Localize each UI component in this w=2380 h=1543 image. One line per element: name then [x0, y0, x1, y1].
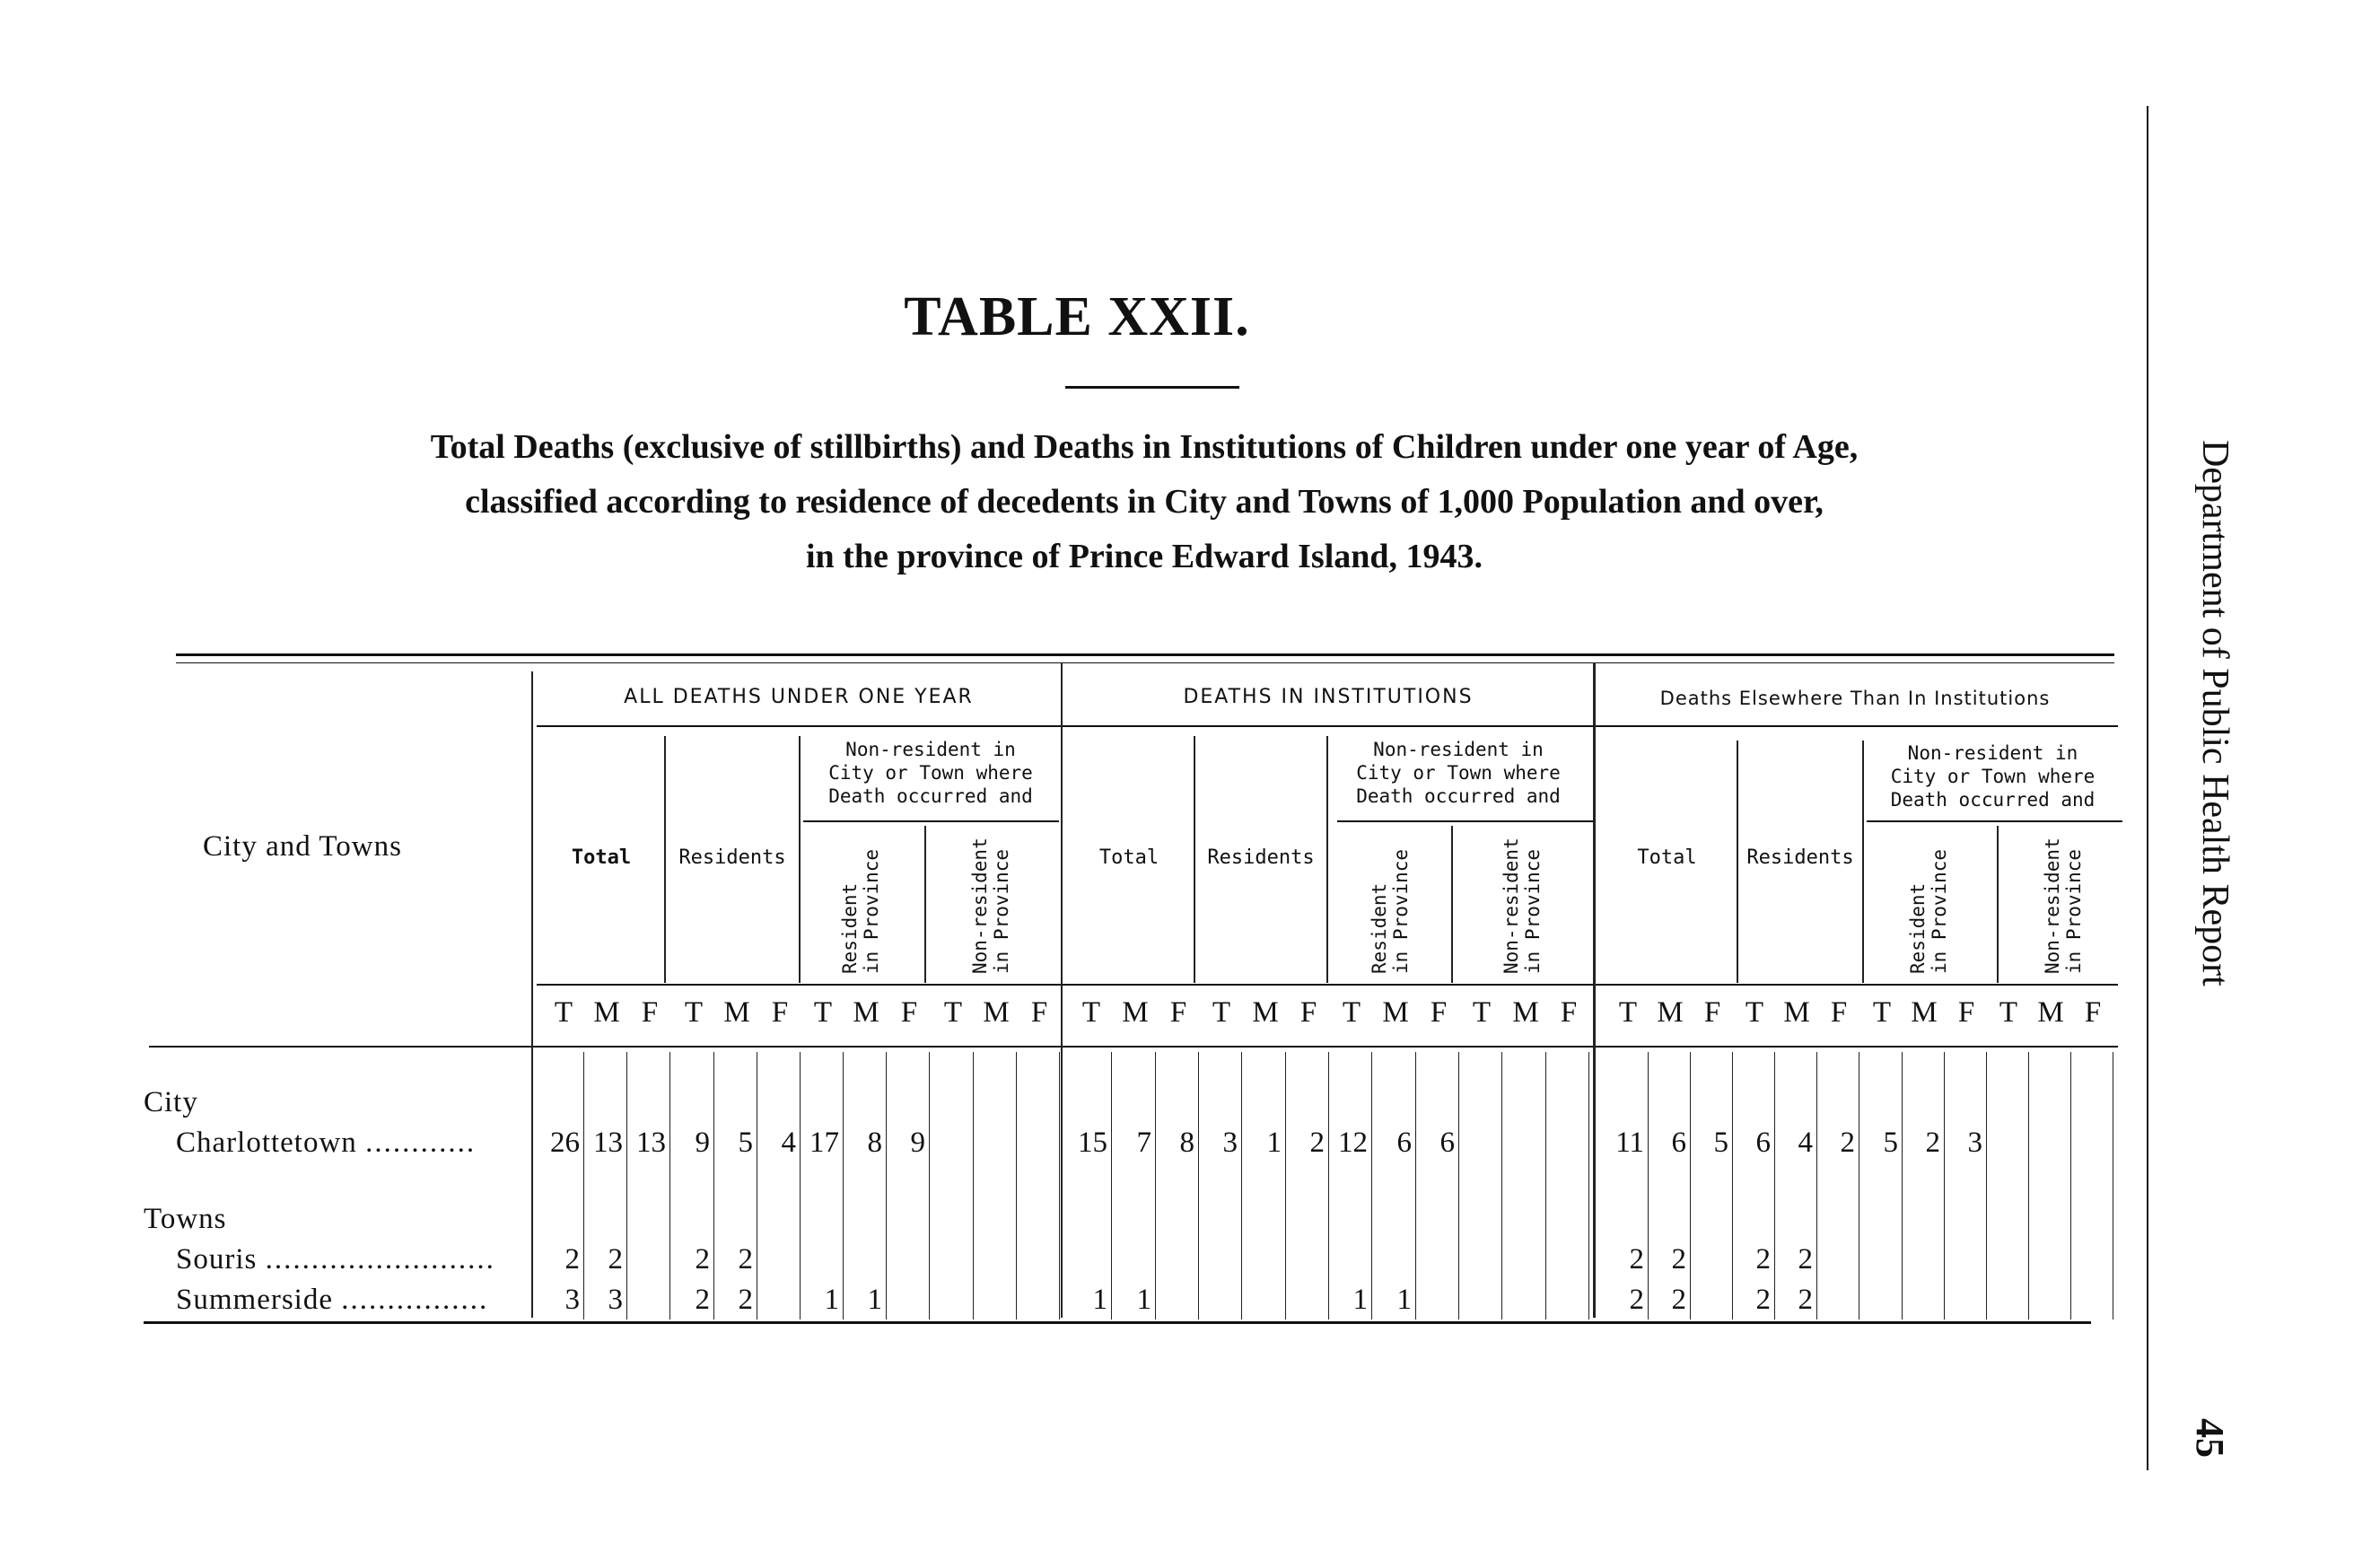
- tmf-label: F: [1703, 996, 1721, 1029]
- place-name: Summerside: [176, 1284, 342, 1316]
- tmf-label: M: [2037, 996, 2064, 1029]
- cell-rule: [1415, 1052, 1416, 1319]
- margin-rule: [2147, 106, 2148, 1470]
- tmf-label: M: [1911, 996, 1938, 1029]
- table-cell: 5: [1883, 1127, 1898, 1159]
- title-rule: [1065, 386, 1239, 389]
- table-cell: 1: [1136, 1284, 1151, 1316]
- cell-rule: [669, 1052, 670, 1319]
- cell-rule: [1774, 1052, 1775, 1319]
- cell-rule: [1059, 1052, 1060, 1319]
- table-cell: 4: [781, 1127, 796, 1159]
- cell-rule: [1648, 1052, 1649, 1319]
- table-cell: 7: [1136, 1127, 1151, 1159]
- tmf-label: F: [1830, 996, 1848, 1029]
- running-head: Department of Public Health Report: [2194, 440, 2236, 986]
- table-cell: 2: [608, 1243, 623, 1276]
- tmf-label: M: [593, 996, 620, 1029]
- table-cell: 1: [867, 1284, 882, 1316]
- table-cell: 4: [1798, 1127, 1813, 1159]
- col-nonresident: Non-resident in City or Town where Death occurred and: [828, 739, 1033, 807]
- cell-rule: [800, 1052, 801, 1319]
- table-cell: 2: [738, 1243, 753, 1276]
- col-resident-in-province: Resident in Province: [1907, 848, 1950, 974]
- table-cell: 2: [1798, 1243, 1813, 1276]
- subtitle-line-3: in the province of Prince Edward Island, 1943.: [805, 538, 1483, 575]
- table-cell: 2: [1755, 1284, 1771, 1316]
- tmf-label: T: [1618, 996, 1638, 1029]
- table-cell: 2: [564, 1243, 580, 1276]
- tmf-label: M: [853, 996, 879, 1029]
- table-cell: 2: [1925, 1127, 1940, 1159]
- col-nonresident-in-province: Non-resident in Province: [1501, 837, 1544, 974]
- stub-divider: [531, 671, 533, 1318]
- table-top-rule: [176, 653, 2114, 656]
- tmf-label: F: [1030, 996, 1048, 1029]
- table-cell: 1: [1092, 1284, 1107, 1316]
- page-number: 45: [2188, 1418, 2232, 1458]
- col-resident-in-province: Resident in Province: [839, 848, 882, 974]
- table-cell: 1: [1352, 1284, 1368, 1316]
- table-cell: 26: [550, 1127, 580, 1159]
- tmf-label: F: [1957, 996, 1975, 1029]
- tmf-label: M: [1512, 996, 1539, 1029]
- cell-rule: [1732, 1052, 1733, 1319]
- col-total: Total: [1637, 846, 1697, 869]
- cell-rule: [1241, 1052, 1242, 1319]
- cell-rule: [583, 1052, 584, 1319]
- tmf-label: M: [1252, 996, 1279, 1029]
- section-label: City: [144, 1086, 198, 1118]
- tmf-label: M: [1783, 996, 1810, 1029]
- table-cell: 2: [1629, 1284, 1644, 1316]
- group-divider-2: [1593, 662, 1596, 1318]
- tmf-label: T: [1745, 996, 1764, 1029]
- col-total: Total: [571, 846, 632, 869]
- cell-rule: [1198, 1052, 1199, 1319]
- table-cell: 6: [1439, 1127, 1455, 1159]
- table-cell: 2: [695, 1284, 710, 1316]
- table-cell: 9: [695, 1127, 710, 1159]
- col-nonresident-in-province: Non-resident in Province: [969, 837, 1012, 974]
- section-label: Towns: [144, 1203, 227, 1235]
- col-residents: Residents: [1746, 846, 1854, 869]
- col-total: Total: [1098, 846, 1159, 869]
- tmf-label: F: [1169, 996, 1187, 1029]
- table-cell: 2: [738, 1284, 753, 1316]
- cell-rule: [1545, 1052, 1546, 1319]
- tmf-label: T: [813, 996, 833, 1029]
- cell-rule: [1016, 1052, 1017, 1319]
- nonresident-underline-1: [803, 820, 1059, 822]
- row-label: [176, 1284, 488, 1317]
- place-name: Souris: [176, 1243, 266, 1276]
- cell-rule: [1816, 1052, 1817, 1319]
- cell-rule: [626, 1052, 627, 1319]
- table-cell: 6: [1671, 1127, 1686, 1159]
- row-label: [176, 1127, 476, 1160]
- hdr-divider: [1997, 826, 1999, 983]
- table-cell: 12: [1338, 1127, 1368, 1159]
- cell-rule: [1155, 1052, 1156, 1319]
- tmf-label: M: [983, 996, 1010, 1029]
- leader-dots: .........................: [265, 1243, 495, 1276]
- table-cell: 5: [738, 1127, 753, 1159]
- cell-rule: [1371, 1052, 1372, 1319]
- table-bottom-rule: [144, 1321, 2091, 1324]
- tmf-label: F: [641, 996, 659, 1029]
- table-cell: 3: [608, 1284, 623, 1316]
- cell-rule: [1690, 1052, 1691, 1319]
- table-cell: 11: [1615, 1127, 1644, 1159]
- cell-rule: [1458, 1052, 1459, 1319]
- table-cell: 1: [1396, 1284, 1412, 1316]
- nonresident-underline-3: [1867, 820, 2122, 822]
- stub-header: City and Towns: [203, 830, 402, 863]
- cell-rule: [1588, 1052, 1589, 1319]
- table-cell: 2: [1629, 1243, 1644, 1276]
- tmf-label: T: [684, 996, 704, 1029]
- table-cell: 15: [1078, 1127, 1107, 1159]
- table-cell: 2: [1798, 1284, 1813, 1316]
- cell-rule: [1111, 1052, 1112, 1319]
- subtitle-line-2: classified according to residence of decedents in City and Towns of 1,000 Population and over,: [465, 483, 1824, 521]
- table-cell: 8: [867, 1127, 882, 1159]
- col-resident-in-province: Resident in Province: [1369, 848, 1412, 974]
- tmf-label: T: [1212, 996, 1231, 1029]
- col-nonresident-in-province: Non-resident in Province: [2042, 837, 2085, 974]
- tmf-label: F: [2084, 996, 2102, 1029]
- tmf-label: M: [1122, 996, 1149, 1029]
- leader-dots: ................: [341, 1284, 489, 1316]
- tmf-label: T: [1342, 996, 1361, 1029]
- group-underline: [537, 725, 2118, 727]
- table-top-rule-thin: [176, 662, 2114, 663]
- table-cell: 2: [1671, 1284, 1686, 1316]
- cell-rule: [886, 1052, 887, 1319]
- col-residents: Residents: [1207, 846, 1315, 869]
- cell-rule: [1285, 1052, 1286, 1319]
- table-cell: 3: [564, 1284, 580, 1316]
- place-name: Charlottetown: [176, 1127, 366, 1159]
- cell-rule: [2070, 1052, 2071, 1319]
- table-subtitle: [162, 420, 2127, 584]
- cell-rule: [929, 1052, 930, 1319]
- leader-dots: ............: [365, 1127, 477, 1159]
- tmf-label: F: [771, 996, 789, 1029]
- table-cell: 3: [1222, 1127, 1238, 1159]
- cell-rule: [2028, 1052, 2029, 1319]
- table-cell: 6: [1755, 1127, 1771, 1159]
- table-cell: 3: [1967, 1127, 1982, 1159]
- cell-rule: [713, 1052, 714, 1319]
- cell-rule: [1328, 1052, 1329, 1319]
- table-cell: 13: [636, 1127, 666, 1159]
- cell-rule: [843, 1052, 844, 1319]
- table-cell: 13: [593, 1127, 623, 1159]
- tmf-label: T: [1999, 996, 2018, 1029]
- cell-rule: [1501, 1052, 1502, 1319]
- group-header-elsewhere: Deaths Elsewhere Than In Institutions: [1659, 688, 2051, 709]
- table-cell: 6: [1396, 1127, 1412, 1159]
- group-header-institutions: DEATHS IN INSTITUTIONS: [1183, 686, 1474, 708]
- col-nonresident: Non-resident in City or Town where Death occurred and: [1890, 742, 2096, 811]
- tmf-label: M: [723, 996, 750, 1029]
- tmf-label: T: [554, 996, 573, 1029]
- cell-rule: [1902, 1052, 1903, 1319]
- table-cell: 5: [1713, 1127, 1728, 1159]
- tmf-label: T: [1472, 996, 1492, 1029]
- tmf-label: F: [1430, 996, 1448, 1029]
- group-divider-1: [1061, 662, 1063, 1318]
- table-cell: 2: [695, 1243, 710, 1276]
- cell-rule: [1944, 1052, 1945, 1319]
- nonresident-underline-2: [1337, 820, 1593, 822]
- hdr-divider: [1862, 741, 1864, 983]
- hdr-divider: [1451, 826, 1453, 983]
- tmf-label: F: [1560, 996, 1578, 1029]
- hdr-divider: [924, 826, 926, 983]
- tmf-bottom-rule: [149, 1046, 2118, 1048]
- cell-rule: [973, 1052, 974, 1319]
- table-cell: 2: [1840, 1127, 1855, 1159]
- table-cell: 8: [1179, 1127, 1194, 1159]
- subtitle-line-1: Total Deaths (exclusive of stillbirths) and Deaths in Institutions of Children under one year of Age,: [430, 428, 1859, 466]
- tmf-label: F: [900, 996, 918, 1029]
- tmf-label: M: [1382, 996, 1409, 1029]
- table-title: TABLE XXII.: [904, 286, 1250, 347]
- table-cell: 1: [1266, 1127, 1282, 1159]
- row-label: [176, 1243, 495, 1276]
- table-cell: 2: [1671, 1243, 1686, 1276]
- group-header-all-deaths: ALL DEATHS UNDER ONE YEAR: [624, 686, 974, 708]
- tmf-label: F: [1299, 996, 1317, 1029]
- col-residents: Residents: [678, 846, 786, 869]
- col-nonresident: Non-resident in City or Town where Death occurred and: [1356, 739, 1561, 807]
- tmf-label: T: [1872, 996, 1892, 1029]
- tmf-label: T: [1081, 996, 1101, 1029]
- header-bottom-rule: [537, 984, 2118, 986]
- tmf-label: M: [1657, 996, 1684, 1029]
- table-cell: 17: [809, 1127, 839, 1159]
- table-cell: 2: [1755, 1243, 1771, 1276]
- tmf-label: T: [943, 996, 963, 1029]
- table-cell: 2: [1309, 1127, 1325, 1159]
- cell-rule: [1986, 1052, 1987, 1319]
- table-cell: 9: [910, 1127, 925, 1159]
- table-cell: 1: [824, 1284, 839, 1316]
